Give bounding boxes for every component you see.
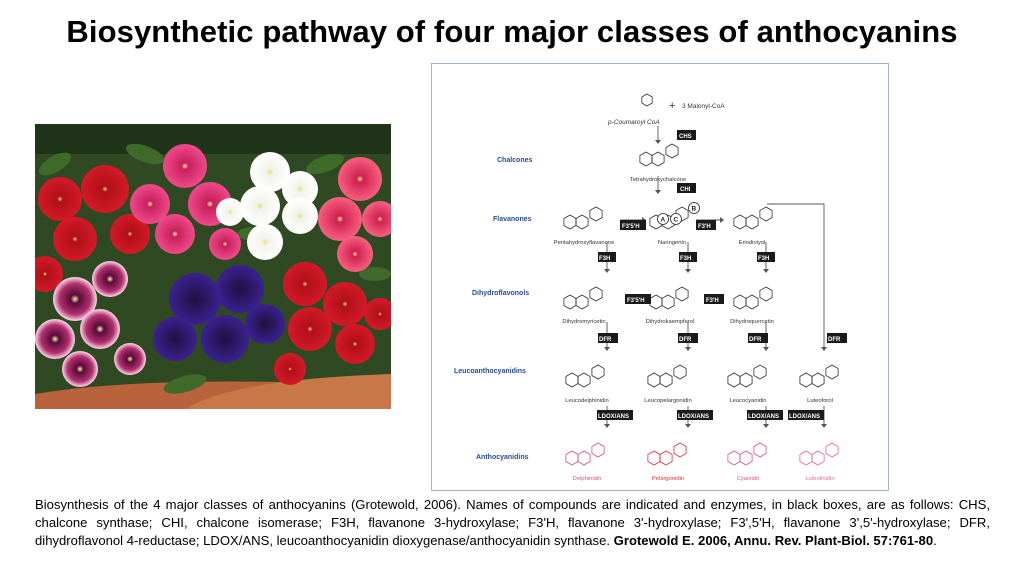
leucodelphinidin-structure (566, 365, 604, 387)
malonyl-coa-label: 3 Malonyl-CoA (682, 103, 725, 110)
compound-leuco-3: Leucocyanidin (729, 398, 767, 404)
dihydrokaempferol-structure (650, 287, 688, 309)
compound-dihydroflavonol-2: Dihydrokaempferol (645, 319, 695, 325)
ring-label-a: A (660, 216, 666, 224)
enzyme-dfr-3: DFR (749, 337, 762, 343)
class-label-flavanones: Flavanones (493, 216, 532, 223)
dihydroquercetin-structure (734, 287, 772, 309)
compound-flavanone-2: Naringenin (657, 240, 687, 246)
enzyme-dfr-2: DFR (679, 337, 692, 343)
class-label-anthocyanidins: Anthocyanidins (476, 454, 529, 461)
petunia-flowers-photo (35, 124, 391, 409)
enzyme-f3h-c: F3H (758, 256, 770, 262)
enzyme-chs: CHS (679, 134, 692, 140)
pentahydroxyflavanone-structure (564, 207, 602, 229)
cyanidin-structure (728, 443, 766, 465)
luteoforol-structure (800, 365, 838, 387)
compound-anthocyanidin-4: Luteolinidin (805, 476, 835, 482)
compound-dihydroflavonol-1: Dihydromyricetin (562, 319, 606, 325)
ring-label-b: B (691, 205, 697, 213)
luteolinidin-structure (800, 443, 838, 465)
enzyme-ldox-4: LDOX/ANS (789, 414, 821, 420)
compound-anthocyanidin-3: Cyanidin (736, 476, 760, 482)
enzyme-dfr-4: DFR (828, 337, 841, 343)
class-label-leucoanthocyanidins: Leucoanthocyanidins (454, 368, 526, 375)
delphinidin-structure (566, 443, 604, 465)
enzyme-ldox-2: LDOX/ANS (678, 414, 710, 420)
caption-citation: Grotewold E. 2006, Annu. Rev. Plant-Biol. 57:761-80 (613, 533, 934, 548)
compound-leuco-4: Luteoforol (807, 398, 833, 404)
start-compound-label: p-Coumaroyl CoA (608, 119, 660, 126)
figure-caption (35, 496, 990, 550)
chalcone-structure (640, 144, 678, 166)
enzyme-f3h-prime-1: F3'H (698, 224, 711, 230)
compound-flavanone-3: Eriodictyol (738, 240, 766, 246)
enzyme-f3h-b: F3H (680, 256, 692, 262)
class-label-chalcones: Chalcones (497, 157, 533, 164)
caption-end: . (933, 533, 937, 548)
compound-anthocyanidin-2: Pelargonidin (651, 476, 685, 482)
anthocyanin-pathway-diagram (431, 63, 889, 491)
leucocyanidin-structure (728, 365, 766, 387)
pelargonidin-structure (648, 443, 686, 465)
enzyme-chi: CHI (680, 187, 691, 193)
eriodictyol-structure (734, 207, 772, 229)
page-title: Biosynthetic pathway of four major classes of anthocyanins (66, 14, 958, 49)
enzyme-ldox-1: LDOX/ANS (598, 414, 630, 420)
naringenin-structure (650, 207, 688, 229)
enzyme-ldox-3: LDOX/ANS (748, 414, 780, 420)
leucopelargonidin-structure (648, 365, 686, 387)
ring-label-c: C (673, 216, 679, 224)
caption-text: Biosynthesis of the 4 major classes of anthocyanins (Grotewold, 2006). Names of compounds are indicated and enzymes, in black boxes, are as follows: CHS, chalcone synthase; CHI, chalcone isomerase; F3H, flavanone 3-hydroxylase; F3'H, flavanone 3'-hydroxylase; F3',5'H, flavanone 3',5'-hydroxylase; DFR, dihydroflavonol 4-reductase; LDOX/ANS, leucoanthocyanidin dioxygenase/anthocyanidin synthase. (35, 497, 990, 548)
compound-chalcone: Tetrahydroxychalcone (629, 177, 687, 183)
dihydromyricetin-structure (564, 287, 602, 309)
compound-leuco-1: Leucodelphinidin (565, 398, 609, 404)
plus-sign: + (669, 100, 676, 112)
enzyme-dfr-1: DFR (599, 337, 612, 343)
enzyme-f3h-prime-2: F3'H (706, 298, 719, 304)
enzyme-f3-5h-2: F3'5'H (627, 298, 645, 304)
enzyme-f3-5h-1: F3'5'H (622, 224, 640, 230)
compound-dihydroflavonol-3: Dihydroquercetin (730, 319, 774, 325)
class-label-dihydroflavonols: Dihydroflavonols (472, 290, 530, 297)
compound-flavanone-1: Pentahydroxyflavanone (553, 240, 615, 246)
enzyme-f3h-a: F3H (599, 256, 611, 262)
compound-leuco-2: Leucopelargonidin (644, 398, 692, 404)
compound-anthocyanidin-1: Delphinidin (572, 476, 602, 482)
